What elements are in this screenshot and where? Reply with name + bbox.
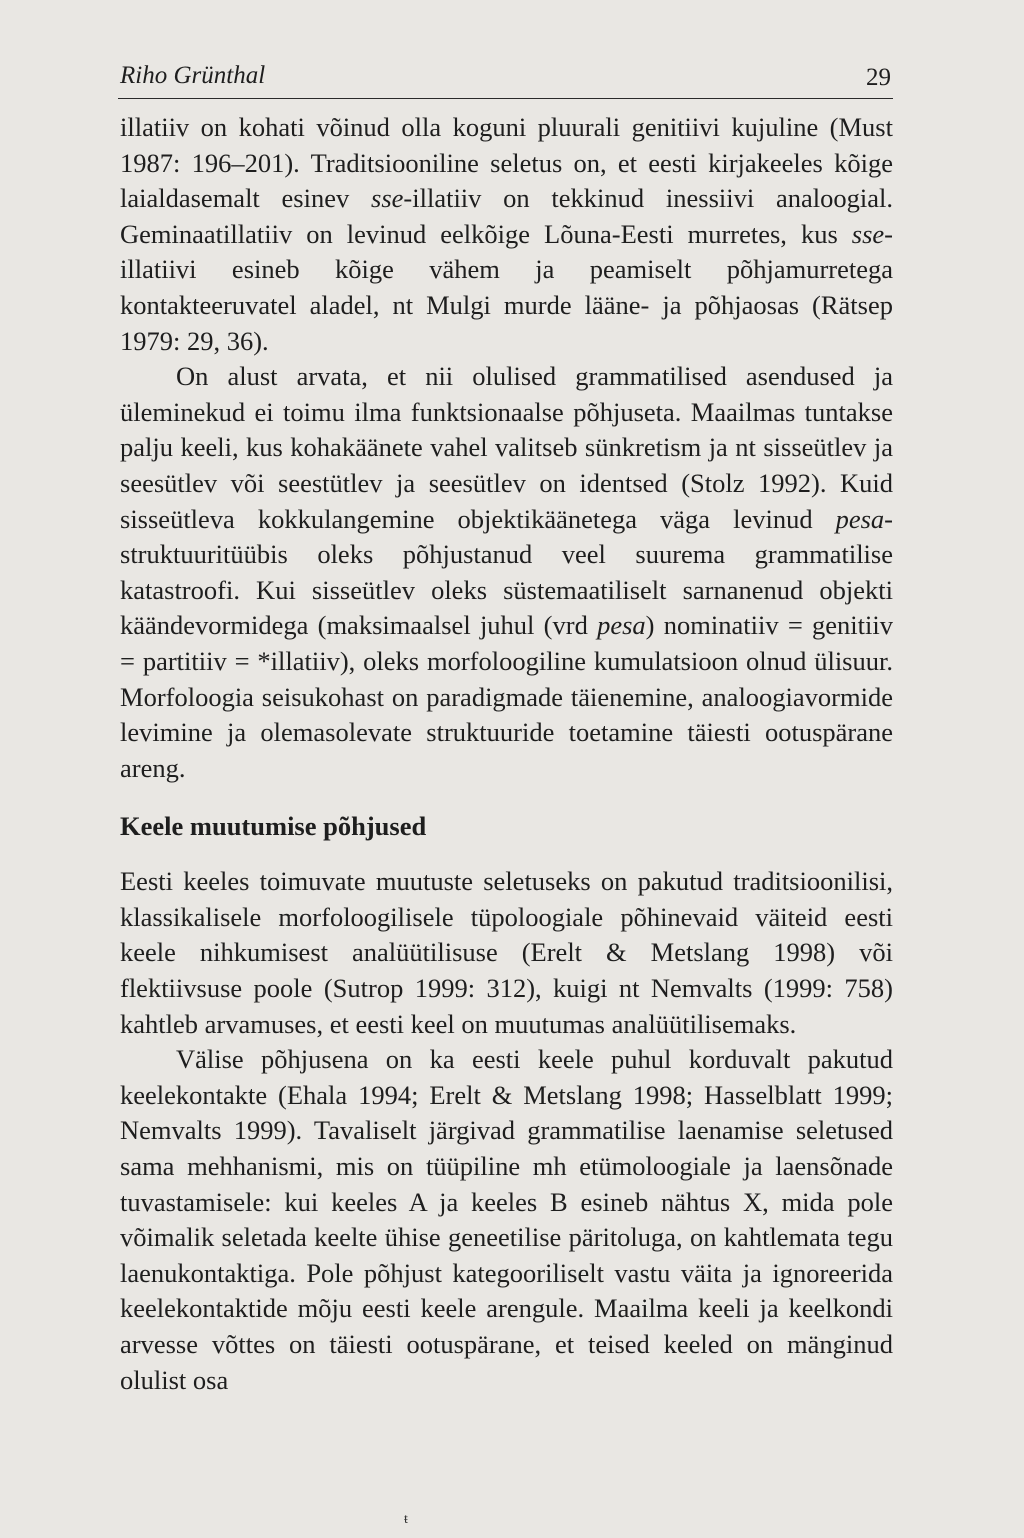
footer-mark: ŧ (404, 1512, 408, 1527)
paragraph-3: Eesti keeles toimuvate muutuste seletuseks on pakutud traditsioonilisi, klassikalisele morfoloogilisele tüpoloogiale põhinevaid väiteid eesti keele nihkumisest analüütilisuse (Erelt & Metslang 1998) või flektiivsuse poole (Sutrop 1999: 312), kuigi nt Nemvalts (1999: 758) kahtleb arvamuses, et eesti keel on muutumas analüütilisemaks. (120, 866, 893, 1039)
author-name: Riho Grünthal (120, 62, 266, 89)
paragraph-2: On alust arvata, et nii olulised grammatilised asendused ja üleminekud ei toimu ilma funktsionaalse põhjuseta. Maailmas tuntakse palju keeli, kus kohakäänete vahel valitseb sünkretism ja nt sisseütlev ja seesütlev või seestütlev ja seesütlev on identsed (Stolz 1992). Kuid sisseütleva kokkulangemine objektikäänetega väga levinud pesa-struktuuritüübis oleks põhjustanud veel suurema grammatilise katastroofi. Kui sisseütlev oleks süstemaatiliselt sarnanenud objekti käändevormidega (maksimaalsel juhul (vrd pesa) nominatiiv = genitiiv = partitiiv = *illatiiv), oleks morfoloogiline kumulatsioon olnud ülisuur. Morfoloogia seisukohast on paradigmade täienemine, analoogiavormide levimine ja olemasolevate struktuuride toetamine täiesti ootuspärane areng. (120, 361, 894, 783)
paragraph-1: illatiiv on kohati võinud olla koguni pluurali genitiivi kujuline (Must 1987: 196–201). Traditsiooniline seletus on, et eesti kirjakeeles kõige laialdasemalt esinev sse-illatiiv on tekkinud inessiivi analoogial. Geminaatillatiiv on levinud eelkõige Lõuna-Eesti murretes, kus sse-illatiivi esineb kõige vähem ja peamiselt põhjamurretega kontakteeruvatel aladel, nt Mulgi murde lääne- ja põhjaosas (Rätsep 1979: 29, 36). (120, 112, 894, 356)
section-heading: Keele muutumise põhjused (120, 811, 427, 842)
page-number: 29 (866, 64, 891, 91)
body-text (120, 110, 893, 1398)
running-header (118, 60, 893, 99)
paragraph-4: Välise põhjusena on ka eesti keele puhul korduvalt pakutud keelekontakte (Ehala 1994; Erelt & Metslang 1998; Hasselblatt 1999; Nemvalts 1999). Tavaliselt järgivad grammatilise laenamise seletused sama mehhanismi, mis on tüüpiline mh etümoloogiale ja laensõnade tuvastamisele: kui keeles A ja keeles B esineb nähtus X, mida pole võimalik seletada keelte ühise geneetilise päritoluga, on kahtlemata tegu laenukontaktiga. Pole põhjust kategooriliselt vastu väita ja ignoreerida keelekontaktide mõju eesti keele arengule. Maailma keeli ja keelkondi arvesse võttes on täiesti ootuspärane, et teised keeled on mänginud olulist osa (120, 1044, 893, 1395)
